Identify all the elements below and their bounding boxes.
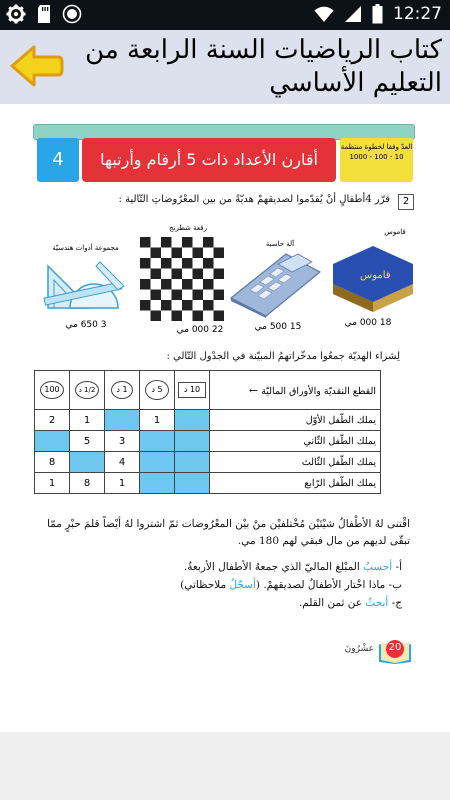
wifi-icon: [314, 5, 334, 23]
record-icon: [62, 4, 82, 24]
task-prefix: ب- ماذا اخْتار الأطفالُ لصديقهمْ. (: [255, 579, 402, 591]
dictionary-image: [328, 244, 418, 314]
back-button[interactable]: [8, 42, 64, 90]
table-cell: [70, 452, 105, 473]
table-cell: 8: [70, 473, 105, 494]
table-cell: [175, 473, 210, 494]
signal-icon: [344, 5, 362, 23]
header-label-text: القطع النقديّة والأوراق الماليّة: [261, 385, 376, 397]
calculator-price: 15 500 مي: [254, 322, 302, 332]
app-title: كتاب الرياضيات السنة الرابعة من التعليم الأساسي: [85, 35, 442, 98]
chessboard-caption: رقعة شطرنج: [168, 224, 208, 232]
status-time: 12:27: [393, 4, 442, 24]
task-list: [100, 558, 402, 612]
page-number-badge: [378, 636, 412, 664]
denomination-label: 1/2 د: [75, 381, 99, 399]
table-cell: 4: [105, 452, 140, 473]
table-row: [35, 473, 381, 494]
sd-card-icon: [36, 4, 52, 24]
denomination-10-dinar: [175, 371, 210, 410]
denomination-5-dinar: [140, 371, 175, 410]
lesson-number: 4: [37, 138, 79, 182]
table-cell: 5: [70, 431, 105, 452]
table-cell: [140, 452, 175, 473]
table-row: [35, 410, 381, 431]
denomination-label: 10 د: [178, 382, 206, 398]
chessboard-price: 22 000 مي: [176, 325, 224, 335]
row-label: يملك الطّفل الأوّل: [210, 410, 381, 431]
task-highlight: أحسبُ: [363, 561, 393, 573]
table-cell: 2: [35, 410, 70, 431]
chessboard-image: [140, 237, 224, 321]
app-bar: [0, 30, 450, 104]
row-label: يملك الطّفل الرّابع: [210, 473, 381, 494]
row-label: يملك الطّفل الثّالث: [210, 452, 381, 473]
bottom-area: [0, 732, 450, 800]
purchase-description: اقْتنى لهُ الأطْفالُ شيْئيْن مُخْتلفيْن منْ بيْن المعْرُوضات ثمّ اشتروا لهُ أيْضاً قلمَ حبْرٍ ممّا تبقّى لديهم من مال فبقي لهم 180 مي.: [47, 518, 410, 547]
task-c: [100, 594, 402, 612]
table-cell: [140, 473, 175, 494]
battery-icon: [372, 4, 383, 24]
table-cell: [35, 431, 70, 452]
book-page: [0, 104, 450, 732]
task-prefix: ج-: [388, 597, 402, 609]
table-row: [35, 452, 381, 473]
target-line-2: 10 - 100 - 1000: [349, 153, 404, 161]
table-intro: لِشراء الهديّة جمعُوا مدخّراتهمُ المبيّنة في الجدْول التّالي :: [166, 351, 400, 362]
table-cell: [175, 431, 210, 452]
table-cell: 1: [105, 473, 140, 494]
task-highlight: أبحثُ: [365, 597, 389, 609]
table-cell: 8: [35, 452, 70, 473]
task-a: [100, 558, 402, 576]
task-rest: ملاحظاتي): [180, 579, 230, 591]
denomination-100: [35, 371, 70, 410]
task-rest: المبْلغ الماليّ الذي جمعهُ الأطفال الأربعةُ.: [183, 561, 364, 573]
geometry-set-price: 3 650 مي: [65, 320, 107, 330]
task-highlight: أسجّلُ: [229, 579, 256, 591]
lesson-title: أقارن الأعداد ذات 5 أرقام وأرتبها: [82, 138, 336, 182]
status-bar: [0, 0, 450, 30]
dictionary-caption: قاموس: [384, 228, 406, 236]
geometry-set-image: [40, 256, 130, 316]
task-rest: عن ثمن القلم.: [298, 597, 366, 609]
page-word: عشْرُونَ: [344, 644, 374, 654]
table-cell: [175, 410, 210, 431]
table-row: [35, 431, 381, 452]
calculator-image: [228, 252, 323, 318]
task-prefix: أ-: [392, 561, 402, 573]
svg-text:قاموس: قاموس: [360, 270, 391, 281]
savings-table: [34, 370, 381, 494]
table-cell: 1: [140, 410, 175, 431]
back-arrow-icon[interactable]: [8, 42, 64, 90]
question-intro: قرّر 4أطفالٍ أنْ يُقدّموا لصديقهمْ هديّةً من بين المعْرُوضاتِ التّالية :: [118, 194, 390, 205]
question-number: 2: [398, 194, 414, 210]
gear-icon: [6, 4, 26, 24]
task-b: [100, 576, 402, 594]
table-cell: [105, 410, 140, 431]
dictionary-price: 18 000 مي: [344, 318, 392, 328]
table-cell: 1: [35, 473, 70, 494]
target-box: [340, 138, 413, 182]
calculator-caption: آلة حاسبة: [265, 240, 295, 248]
table-header-row: [35, 371, 381, 410]
table-cell: [175, 452, 210, 473]
page-number: 20: [388, 642, 402, 653]
geometry-set-caption: مجموعة أدوات هندسيّة: [52, 244, 119, 252]
table-header-label: [210, 371, 381, 410]
denomination-label: 1 د: [111, 381, 133, 399]
denomination-label: 100: [40, 381, 64, 399]
denomination-1-dinar: [105, 371, 140, 410]
table-cell: [140, 431, 175, 452]
table-cell: 3: [105, 431, 140, 452]
row-label: يملك الطّفل الثّاني: [210, 431, 381, 452]
arrow-left-icon: ←: [248, 383, 259, 397]
target-line-1: العدّ وفقا لخطوة منتظمة: [340, 143, 413, 151]
table-cell: 1: [70, 410, 105, 431]
denomination-label: 5 د: [145, 380, 169, 400]
denomination-half-dinar: [70, 371, 105, 410]
